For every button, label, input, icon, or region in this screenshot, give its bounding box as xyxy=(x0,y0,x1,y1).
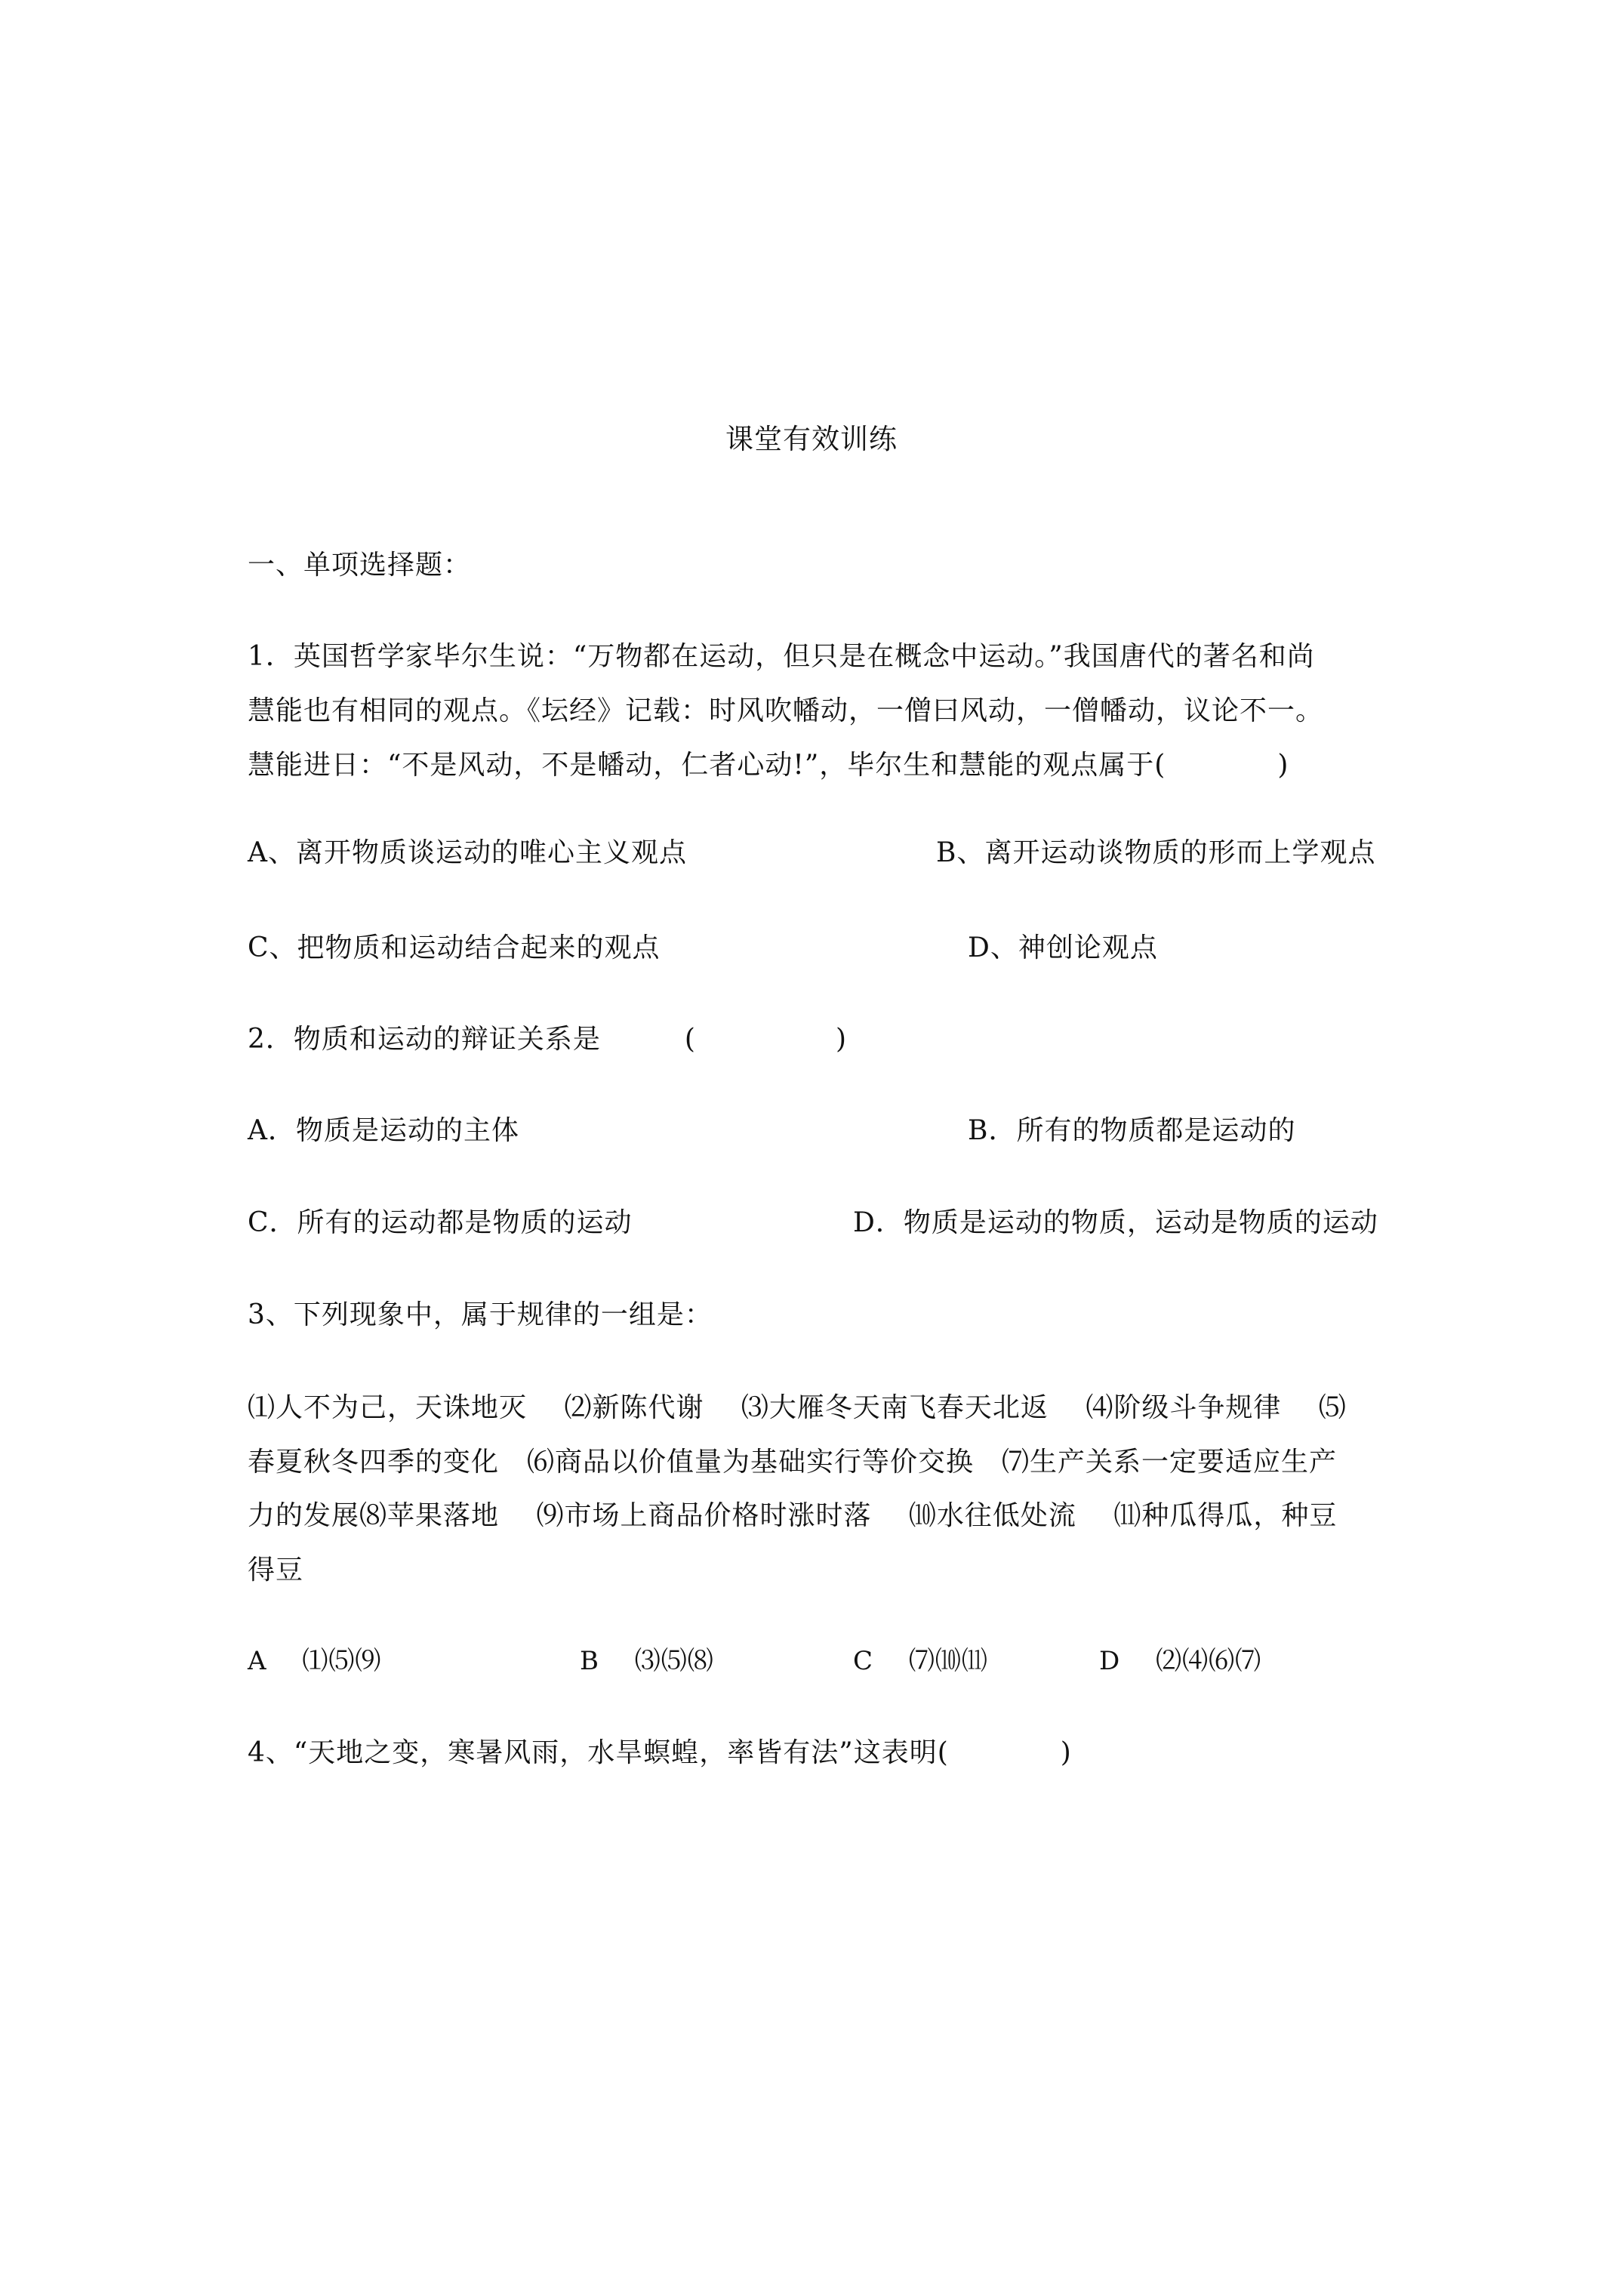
q3-items-line-2: 春夏秋冬四季的变化 ⑹商品以价值量为基础实行等价交换 ⑺生产关系一定要适应生产 xyxy=(248,1447,1338,1478)
q3-option-d: D ⑵⑷⑹⑺ xyxy=(1099,1646,1262,1676)
q1-option-d: D、神创论观点 xyxy=(968,932,1158,963)
q3-stem: 3、下列现象中，属于规律的一组是： xyxy=(248,1299,713,1330)
q3-option-a: A ⑴⑸⑼ xyxy=(248,1646,382,1676)
q1-stem-line-3: 慧能进日：“不是风动，不是幡动，仁者心动!”，毕尔生和慧能的观点属于( ) xyxy=(248,750,1289,781)
q2-option-c: C．所有的运动都是物质的运动 xyxy=(248,1207,633,1238)
q4-stem: 4、“天地之变，寒暑风雨，水旱螟蝗，率皆有法”这表明( ) xyxy=(248,1737,1072,1768)
q2-option-a: A．物质是运动的主体 xyxy=(248,1115,519,1146)
q3-items-line-1: ⑴人不为己，天诛地灭 ⑵新陈代谢 ⑶大雁冬天南飞春天北返 ⑷阶级斗争规律 ⑸ xyxy=(248,1392,1347,1423)
q3-option-c: C ⑺⑽⑾ xyxy=(853,1646,988,1676)
q1-option-b: B、离开运动谈物质的形而上学观点 xyxy=(936,837,1376,868)
q1-stem-line-1: 1．英国哲学家毕尔生说：“万物都在运动，但只是在概念中运动。”我国唐代的著名和尚 xyxy=(248,641,1315,672)
q2-stem: 2．物质和运动的辩证关系是 ( ) xyxy=(248,1024,847,1055)
q1-stem-line-2: 慧能也有相同的观点。《坛经》记载：时风吹幡动，一僧曰风动，一僧幡动，议论不一。 xyxy=(248,695,1324,726)
q3-items-line-3: 力的发展⑻苹果落地 ⑼市场上商品价格时涨时落 ⑽水往低处流 ⑾种瓜得瓜，种豆 xyxy=(248,1500,1338,1531)
q1-option-c: C、把物质和运动结合起来的观点 xyxy=(248,932,661,963)
q3-items-line-4: 得豆 xyxy=(248,1555,304,1586)
q2-option-d: D．物质是运动的物质，运动是物质的运动 xyxy=(853,1207,1378,1238)
q1-option-a: A、离开物质谈运动的唯心主义观点 xyxy=(248,837,687,868)
section-heading: 一、单项选择题： xyxy=(248,550,472,581)
page-title: 课堂有效训练 xyxy=(725,423,898,455)
q2-option-b: B．所有的物质都是运动的 xyxy=(968,1115,1296,1146)
q3-option-b: B ⑶⑸⑻ xyxy=(580,1646,714,1676)
